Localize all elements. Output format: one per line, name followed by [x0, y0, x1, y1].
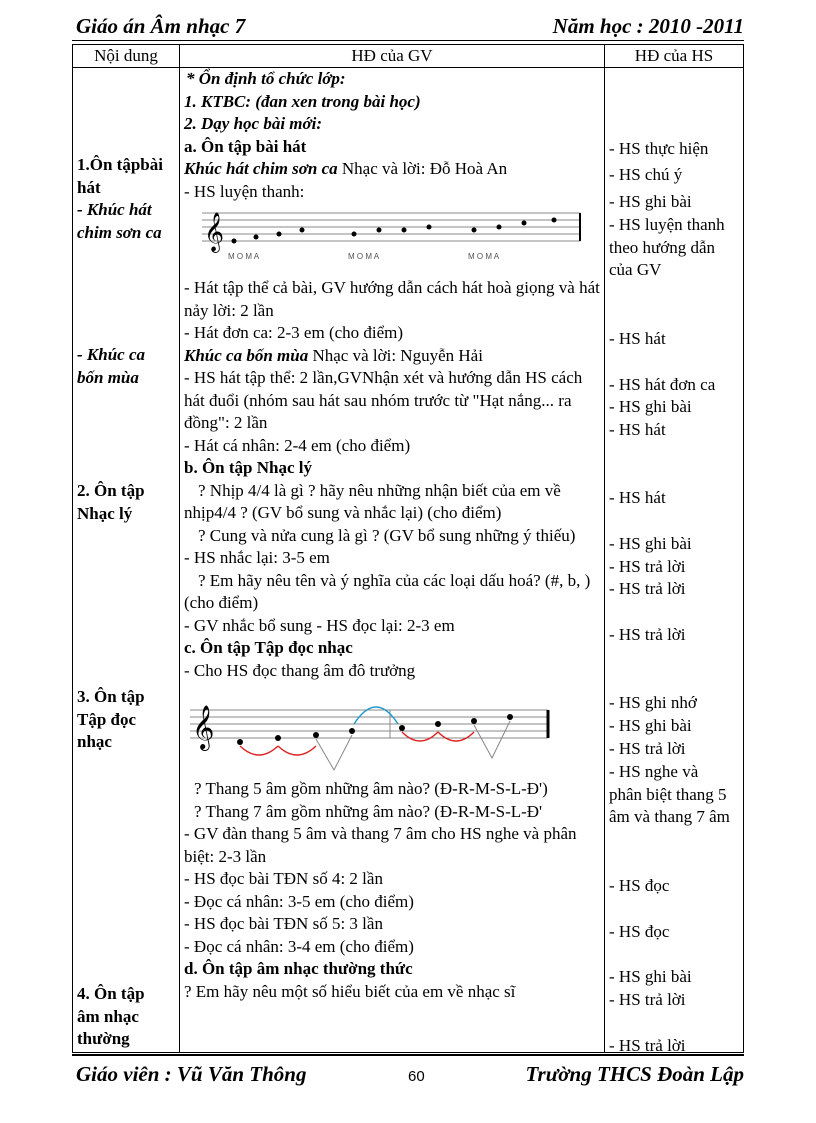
hs-line: - HS hát đơn ca: [609, 375, 716, 394]
footer-right: Trường THCS Đoàn Lập: [525, 1062, 744, 1086]
page-number: 60: [408, 1068, 425, 1085]
header-left: Giáo án Âm nhạc 7: [76, 14, 246, 38]
gv-line: - HS đọc bài TĐN số 4: 2 lần: [184, 869, 383, 888]
treble-clef-icon: 𝄞: [192, 705, 215, 749]
teacher-activity-column: [180, 68, 605, 1053]
gv-line: - Đọc cá nhân: 3-5 em (cho điểm): [184, 891, 414, 911]
hs-line: - HS ghi nhớ: [609, 693, 697, 712]
gv-line: - HS nhắc lại: 3-5 em: [184, 548, 330, 567]
hs-line: - HS chú ý: [609, 165, 683, 184]
gv-line: - Hát cá nhân: 2-4 em (cho điểm): [184, 435, 411, 455]
hs-line: - HS ghi bài: [609, 967, 692, 986]
hs-line: - HS đọc: [609, 922, 670, 941]
section-1-song: - Khúc hát chim sơn ca: [77, 200, 162, 242]
song-author: Nhạc và lời: Đỗ Hoà An: [337, 159, 508, 178]
hs-line: - HS đọc: [609, 876, 670, 895]
song-author: Nhạc và lời: Nguyễn Hải: [308, 345, 483, 365]
lesson-table: [72, 44, 744, 1053]
header-right: Năm học : 2010 -2011: [552, 14, 744, 38]
footer-left: Giáo viên : Vũ Văn Thông: [76, 1062, 307, 1086]
gv-line: ? Thang 5 âm gồm những âm nào? (Đ-R-M-S-L-Đ'): [194, 779, 548, 798]
gv-line: ? Nhịp 4/4 là gì ? hãy nêu những nhận biết của em về nhịp4/4 ? (GV bổ sung và nhắc lại) (cho điểm): [184, 480, 561, 522]
hs-line: - HS hát: [609, 329, 666, 348]
moma-label: M O M A: [348, 252, 380, 261]
gv-line: 1. KTBC: (đan xen trong bài học): [184, 91, 421, 111]
song-title: Khúc ca bốn mùa: [184, 345, 309, 365]
gv-line: - Hát tập thể cả bài, GV hướng dẫn cách hát hoà giọng và hát nảy lời: 2 lần: [184, 278, 600, 320]
hs-line: - HS nghe và phân biệt thang 5 âm và thang 7 âm: [609, 762, 730, 826]
hs-line: - HS thực hiện: [609, 139, 709, 158]
hs-line: - HS luyện thanh theo hướng dẫn của GV: [609, 215, 725, 279]
gv-line: d. Ôn tập âm nhạc thường thức: [184, 959, 413, 978]
gv-line: - Hát đơn ca: 2-3 em (cho điểm): [184, 323, 404, 342]
gv-line: ? Cung và nửa cung là gì ? (GV bổ sung những ý thiếu): [198, 525, 576, 545]
gv-line: - GV nhắc bổ sung - HS đọc lại: 2-3 em: [184, 615, 455, 635]
gv-line: - HS đọc bài TĐN số 5: 3 lần: [184, 914, 383, 933]
moma-label: M O M A: [228, 252, 260, 261]
gv-line: * Ổn định tổ chức lớp:: [186, 69, 346, 88]
hs-line: - HS trả lời: [609, 990, 686, 1009]
gv-line: - HS hát tập thể: 2 lần,GVNhận xét và hướng dẫn HS cách hát đuổi (nhóm sau hát sau nhóm trước từ "Hạt nắng... ra đồng": 2 lần: [184, 368, 583, 432]
hs-line: - HS trả lời: [609, 739, 686, 758]
gv-line: - Đọc cá nhân: 3-4 em (cho điểm): [184, 936, 414, 956]
scale-staff: [184, 684, 584, 776]
treble-clef-icon: 𝄞: [204, 212, 225, 252]
hs-line: - HS trả lời: [609, 557, 686, 576]
hs-line: - HS hát: [609, 420, 666, 439]
footer-rule: [72, 1054, 744, 1056]
gv-line: c. Ôn tập Tập đọc nhạc: [184, 638, 353, 657]
gv-line: a. Ôn tập bài hát: [184, 136, 307, 156]
hs-line: - HS hát: [609, 488, 666, 507]
gv-line: - Cho HS đọc thang âm đô trưởng: [184, 660, 416, 680]
hs-line: - HS ghi bài: [609, 534, 692, 553]
section-4-title: 4. Ôn tập âm nhạc thường: [77, 984, 145, 1048]
gv-line: - GV đàn thang 5 âm và thang 7 âm cho HS nghe và phân biệt: 2-3 lần: [184, 824, 577, 866]
gv-line: ? Thang 7 âm gồm những âm nào? (Đ-R-M-S-L-Đ': [194, 801, 543, 821]
hs-line: - HS trả lời: [609, 625, 686, 644]
vocalise-staff: [184, 205, 584, 263]
moma-label: M O M A: [468, 252, 500, 261]
hs-line: - HS trả lời: [609, 579, 686, 598]
content-column: [73, 68, 180, 1053]
section-1-title: 1.Ôn tậpbài hát: [77, 155, 163, 197]
song-title: Khúc hát chim sơn ca: [184, 159, 338, 178]
gv-line: - HS luyện thanh:: [184, 181, 305, 201]
gv-line: 2. Dạy học bài mới:: [184, 114, 323, 133]
col1-header: Nội dung: [73, 45, 180, 68]
header-rule: [72, 40, 744, 41]
col3-header: HĐ của HS: [605, 45, 744, 68]
hs-line: - HS ghi bài: [609, 716, 692, 735]
col2-header: HĐ của GV: [180, 45, 605, 68]
section-3-title: 3. Ôn tập Tập đọc nhạc: [77, 687, 145, 751]
gv-line: b. Ôn tập Nhạc lý: [184, 458, 312, 477]
student-activity-column: [605, 68, 744, 1053]
gv-line: ? Em hãy nêu một số hiểu biết của em về nhạc sĩ: [184, 981, 516, 1001]
hs-line: - HS trả lời: [609, 1036, 686, 1055]
hs-line: - HS ghi bài: [609, 397, 692, 416]
gv-line: ? Em hãy nêu tên và ý nghĩa của các loại dấu hoá? (#, b, ) (cho điểm): [184, 570, 591, 612]
section-1-song-2: - Khúc ca bốn mùa: [77, 345, 145, 387]
hs-line: - HS ghi bài: [609, 192, 692, 211]
section-2-title: 2. Ôn tập Nhạc lý: [77, 481, 145, 523]
